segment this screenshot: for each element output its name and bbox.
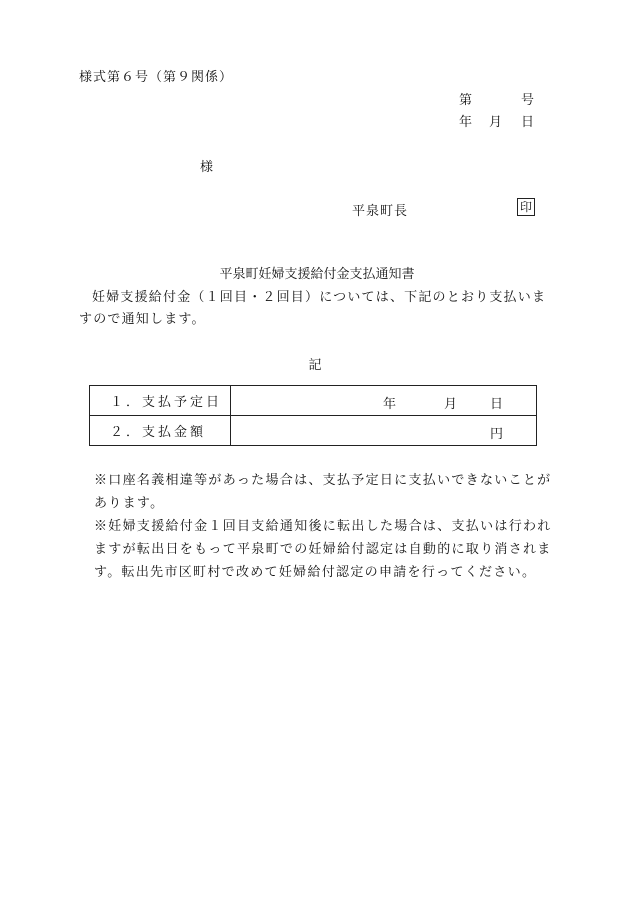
document-title: 平泉町妊婦支援給付金支払通知書	[219, 267, 415, 282]
payment-date-day: 日	[490, 397, 504, 412]
addressee-suffix: 様	[200, 160, 214, 175]
seal-box: 印	[517, 198, 535, 216]
form-number: 様式第６号（第９関係）	[79, 70, 234, 85]
payment-date-value	[231, 386, 537, 416]
notes	[94, 469, 556, 584]
payment-date-label: １．支払予定日	[110, 395, 223, 410]
body-text: 妊婦支援給付金（１回目・２回目）については、下記のとおり支払いますので通知します。	[79, 290, 547, 327]
payment-amount-value	[231, 416, 537, 446]
payment-amount-yen: 円	[490, 427, 504, 442]
date-year: 年	[459, 115, 473, 130]
number-dai: 第	[459, 93, 473, 108]
table-row-payment-amount	[90, 416, 537, 446]
payment-amount-label: ２．支払金額	[110, 425, 207, 440]
payment-date-month: 月	[444, 397, 458, 412]
number-go: 号	[521, 93, 535, 108]
issuer-name: 平泉町長	[352, 204, 409, 219]
date-day: 日	[521, 115, 535, 130]
payment-table	[89, 385, 537, 446]
table-row-payment-date	[90, 386, 537, 416]
note-relocation: ※妊婦支援給付金１回目支給通知後に転出した場合は、支払いは行われますが転出日をもって平泉町での妊婦給付認定は自動的に取り消されます。転出先市区町村で改めて妊婦給付認定の申請を行ってください。	[94, 519, 552, 580]
ki-label: 記	[308, 358, 322, 373]
note-account-mismatch: ※口座名義相違等があった場合は、支払予定日に支払いできないことがあります。	[94, 473, 552, 511]
payment-date-year: 年	[383, 397, 397, 412]
date-month: 月	[489, 115, 503, 130]
